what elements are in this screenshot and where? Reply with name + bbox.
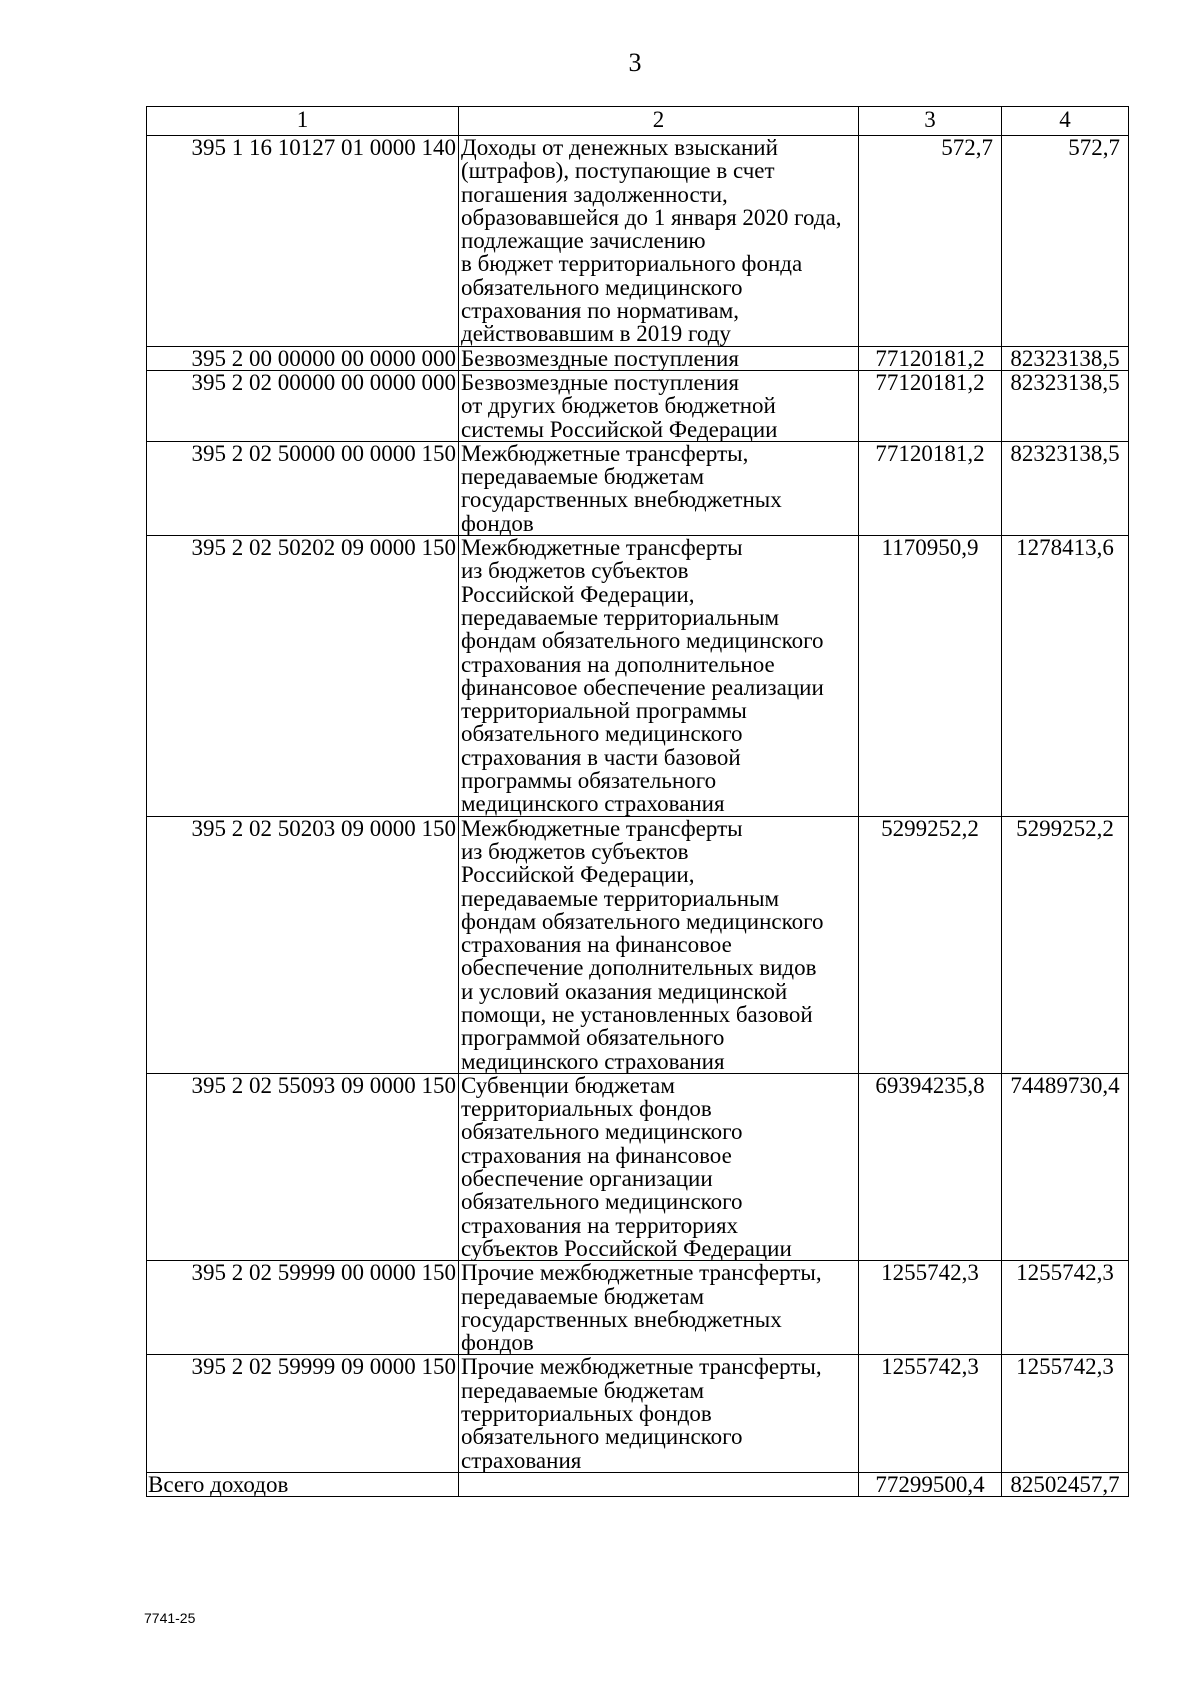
row-name-line: Российской Федерации, (461, 862, 695, 888)
row-name-line: из бюджетов субъектов (461, 838, 689, 864)
table-row (147, 1355, 1129, 1472)
row-name (459, 370, 859, 441)
row-name (459, 346, 859, 370)
row-name-line: передаваемые территориальным (461, 604, 780, 630)
row-name-line: обеспечение организации (461, 1166, 713, 1192)
row-col3-value: 1255742,3 (859, 1355, 1002, 1472)
row-name-line: Российской Федерации, (461, 581, 695, 607)
row-name-line: передаваемые территориальным (461, 885, 780, 911)
row-name-line: территориальных фондов (461, 1096, 712, 1122)
row-name (459, 441, 859, 535)
row-name-line: обязательного медицинского (461, 1189, 743, 1215)
document-code: 7741-25 (144, 1610, 196, 1626)
row-col4-value: 82323138,5 (1002, 370, 1129, 441)
row-name-line: территориальной программы (461, 698, 747, 724)
row-name-line: территориальных фондов (461, 1401, 712, 1427)
row-name (459, 1073, 859, 1260)
row-name-line: медицинского страхования (461, 1048, 725, 1074)
row-col3-value: 572,7 (859, 136, 1002, 347)
row-name-line: Доходы от денежных взысканий (461, 135, 778, 160)
row-name-line: обязательного медицинского (461, 1119, 743, 1145)
row-col4-value: 74489730,4 (1002, 1073, 1129, 1260)
row-col4-value: 82323138,5 (1002, 346, 1129, 370)
table-row (147, 441, 1129, 535)
row-name-line: страхования на финансовое (461, 1142, 732, 1168)
row-name (459, 136, 859, 347)
row-col3-value: 1170950,9 (859, 536, 1002, 817)
row-name-line: передаваемые бюджетам (461, 464, 705, 490)
row-name-line: программы обязательного (461, 768, 717, 794)
table-row (147, 1261, 1129, 1355)
row-name-line: обязательного медицинского (461, 1424, 743, 1450)
row-name-line: фондам обязательного медицинского (461, 628, 824, 654)
table-body (147, 136, 1129, 1473)
row-name-line: в бюджет территориального фонда (461, 251, 803, 277)
row-code: 395 2 02 00000 00 0000 000 (147, 370, 459, 441)
row-name-line: образовавшейся до 1 января 2020 года, (461, 204, 842, 230)
row-name (459, 816, 859, 1073)
revenue-table (146, 106, 1129, 1497)
row-name-line: Безвозмездные поступления (461, 369, 739, 395)
table-row (147, 346, 1129, 370)
row-name-line: финансовое обеспечение реализации (461, 674, 824, 700)
row-name-line: передаваемые бюджетам (461, 1377, 705, 1403)
row-name-line: Прочие межбюджетные трансферты, (461, 1354, 822, 1380)
row-code: 395 2 02 59999 00 0000 150 (147, 1261, 459, 1355)
row-name-line: Прочие межбюджетные трансферты, (461, 1260, 822, 1286)
row-code: 395 2 00 00000 00 0000 000 (147, 346, 459, 370)
table-row (147, 536, 1129, 817)
row-name-line: государственных внебюджетных (461, 1306, 782, 1332)
row-name-line: фондов (461, 510, 534, 536)
row-name-line: (штрафов), поступающие в счет (461, 158, 775, 184)
row-name-line: обеспечение дополнительных видов (461, 955, 817, 981)
total-label: Всего доходов (147, 1472, 459, 1496)
page-number: 3 (628, 48, 642, 77)
column-header-4: 4 (1002, 107, 1129, 136)
row-name-line: субъектов Российской Федерации (461, 1235, 792, 1261)
row-name-line: подлежащие зачислению (461, 228, 706, 254)
row-name-line: Безвозмездные поступления (461, 345, 739, 371)
row-col3-value: 77120181,2 (859, 441, 1002, 535)
row-name-line: передаваемые бюджетам (461, 1283, 705, 1309)
row-col4-value: 1278413,6 (1002, 536, 1129, 817)
row-name-line: обязательного медицинского (461, 721, 743, 747)
row-col4-value: 82323138,5 (1002, 441, 1129, 535)
row-col3-value: 77120181,2 (859, 346, 1002, 370)
row-col4-value: 5299252,2 (1002, 816, 1129, 1073)
row-code: 395 2 02 50000 00 0000 150 (147, 441, 459, 535)
row-name-line: Субвенции бюджетам (461, 1072, 675, 1098)
row-name-line: страхования по нормативам, (461, 298, 740, 324)
row-code: 395 2 02 50203 09 0000 150 (147, 816, 459, 1073)
row-name-line: фондов (461, 1330, 534, 1356)
row-name-line: страхования на финансовое (461, 932, 732, 958)
total-name-cell (459, 1472, 859, 1496)
row-name-line: от других бюджетов бюджетной (461, 393, 776, 419)
row-name-line: обязательного медицинского (461, 274, 743, 300)
row-code: 395 2 02 55093 09 0000 150 (147, 1073, 459, 1260)
row-name (459, 1261, 859, 1355)
row-col3-value: 5299252,2 (859, 816, 1002, 1073)
row-col4-value: 572,7 (1002, 136, 1129, 347)
row-name-line: Межбюджетные трансферты, (461, 440, 749, 466)
total-col3: 77299500,4 (859, 1472, 1002, 1496)
row-name-line: из бюджетов субъектов (461, 558, 689, 584)
row-name-line: страхования на территориях (461, 1212, 739, 1238)
row-name-line: медицинского страхования (461, 791, 725, 817)
row-name-line: страхования (461, 1447, 582, 1473)
row-code: 395 2 02 50202 09 0000 150 (147, 536, 459, 817)
row-name-line: страхования на дополнительное (461, 651, 775, 677)
row-col3-value: 69394235,8 (859, 1073, 1002, 1260)
row-col4-value: 1255742,3 (1002, 1261, 1129, 1355)
row-name-line: помощи, не установленных базовой (461, 1001, 813, 1027)
row-name-line: страхования в части базовой (461, 744, 741, 770)
row-code: 395 2 02 59999 09 0000 150 (147, 1355, 459, 1472)
row-name-line: Межбюджетные трансферты (461, 535, 743, 561)
column-header-3: 3 (859, 107, 1002, 136)
row-name-line: действовавшим в 2019 году (461, 321, 731, 347)
row-code: 395 1 16 10127 01 0000 140 (147, 136, 459, 347)
row-name-line: государственных внебюджетных (461, 487, 782, 513)
table-header-row (147, 107, 1129, 136)
row-name-line: и условий оказания медицинской (461, 978, 788, 1004)
table-row (147, 370, 1129, 441)
table-row (147, 816, 1129, 1073)
row-col4-value: 1255742,3 (1002, 1355, 1129, 1472)
row-name-line: погашения задолженности, (461, 181, 728, 207)
table-row (147, 1073, 1129, 1260)
row-name-line: системы Российской Федерации (461, 416, 778, 442)
row-name-line: Межбюджетные трансферты (461, 815, 743, 841)
total-col4: 82502457,7 (1002, 1472, 1129, 1496)
column-header-1: 1 (147, 107, 459, 136)
table-row (147, 136, 1129, 347)
row-name-line: фондам обязательного медицинского (461, 908, 824, 934)
total-row (147, 1472, 1129, 1496)
row-col3-value: 77120181,2 (859, 370, 1002, 441)
column-header-2: 2 (459, 107, 859, 136)
row-name (459, 1355, 859, 1472)
row-col3-value: 1255742,3 (859, 1261, 1002, 1355)
row-name-line: программой обязательного (461, 1025, 725, 1051)
row-name (459, 536, 859, 817)
